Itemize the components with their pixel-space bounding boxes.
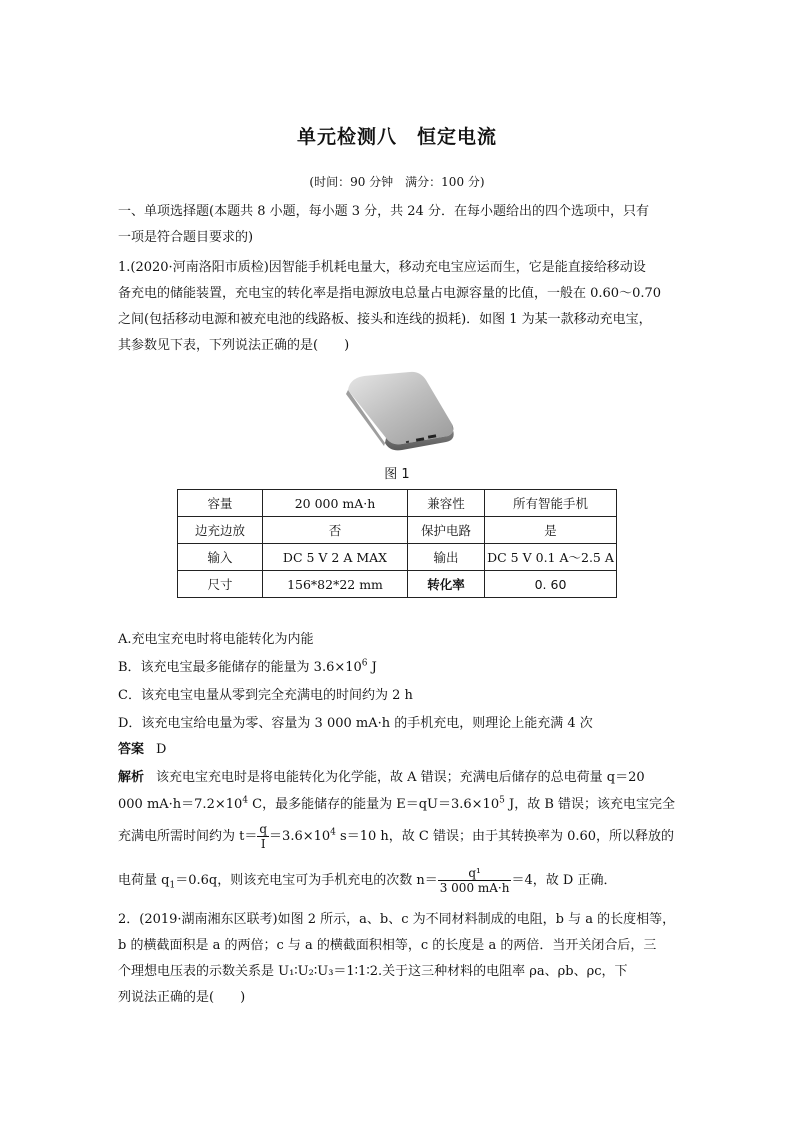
analysis-text: ＝0.6q，则该充电宝可为手机充电的次数 n＝ — [175, 873, 438, 888]
section-heading-line1: 一、单项选择题(本题共 8 小题，每小题 3 分，共 24 分．在每小题给出的四个选项中，只有 — [118, 204, 649, 219]
fraction — [257, 822, 269, 851]
table-row — [178, 544, 617, 571]
table-cell: 兼容性 — [408, 490, 485, 517]
table-cell: 输出 — [408, 544, 485, 571]
analysis-text: s＝10 h，故 C 错误；由于其转换率为 0.60，所以释放的 — [335, 829, 675, 844]
table-cell: DC 5 V 2 A MAX — [263, 544, 408, 571]
analysis-text: 000 mA·h＝7.2×10 — [118, 797, 243, 812]
q1-stem-line3: 之间(包括移动电源和被充电池的线路板、接头和连线的损耗)．如图 1 为某一款移动充电宝， — [118, 312, 652, 327]
table-cell: 保护电路 — [408, 517, 485, 544]
table-cell: 是 — [485, 517, 617, 544]
table-cell: 输入 — [178, 544, 263, 571]
table-cell: 否 — [263, 517, 408, 544]
table-cell: DC 5 V 0.1 A～2.5 A — [485, 544, 617, 571]
q2-stem-line1: 2．(2019·湖南湘东区联考)如图 2 所示，a、b、c 为不同材料制成的电阻，b 与 a 的长度相等， — [118, 912, 676, 927]
analysis-exponent: 4 — [242, 795, 249, 806]
section-heading-line2: 一项是符合题目要求的) — [118, 230, 254, 245]
q2-stem-line3: 个理想电压表的示数关系是 U₁∶U₂∶U₃＝1∶1∶2.关于这三种材料的电阻率 ρa、ρb、ρc，下 — [118, 964, 628, 979]
table-cell: 20 000 mA·h — [263, 490, 408, 517]
q1-option-c: C．该充电宝电量从零到完全充满电的时间约为 2 h — [118, 688, 413, 703]
answer — [118, 738, 166, 757]
fraction — [438, 866, 512, 895]
q1-stem-line1: 1.(2020·河南洛阳市质检)因智能手机耗电量大，移动充电宝应运而生，它是能直接给移动设 — [118, 260, 646, 275]
analysis-label: 解析 — [118, 770, 145, 785]
table-cell: 转化率 — [408, 571, 485, 598]
analysis-line4 — [118, 866, 616, 895]
q1-option-a: A.充电宝充电时将电能转化为内能 — [118, 632, 314, 647]
analysis-line3 — [118, 822, 674, 851]
option-b-exponent: 6 — [361, 658, 368, 669]
option-b-text: B．该充电宝最多能储存的能量为 3.6×10 — [118, 660, 362, 675]
analysis-subscript: 1 — [169, 880, 176, 891]
table-cell: 所有智能手机 — [485, 490, 617, 517]
analysis-text: 该充电宝充电时是将电能转化为化学能，故 A 错误；充满电后储存的总电荷量 q＝20 — [156, 770, 645, 785]
table-row — [178, 517, 617, 544]
analysis-text: ＝3.6×10 — [269, 829, 331, 844]
fraction-denominator: I — [260, 837, 266, 851]
q2-stem-line2: b 的横截面积是 a 的两倍；c 与 a 的横截面积相等，c 的长度是 a 的两倍．当开关闭合后，三 — [118, 938, 657, 953]
analysis-text: J，故 B 错误；该充电宝完全 — [504, 797, 676, 812]
analysis-exponent: 5 — [499, 795, 505, 806]
table-row — [178, 571, 617, 598]
answer-label: 答案 — [118, 742, 145, 757]
fraction-numerator: q¹ — [438, 866, 512, 881]
table-cell: 尺寸 — [178, 571, 263, 598]
q2-stem-line4: 列说法正确的是( ) — [118, 990, 246, 1005]
analysis-line1 — [118, 766, 645, 785]
option-b-unit: J — [367, 660, 377, 675]
analysis-line2 — [118, 793, 675, 812]
fraction-denominator: 3 000 mA·h — [439, 881, 510, 895]
table-cell: 边充边放 — [178, 517, 263, 544]
answer-value: D — [156, 742, 167, 757]
table-cell: 容量 — [178, 490, 263, 517]
figure-caption: 图 1 — [384, 467, 410, 482]
fraction-numerator: q — [259, 822, 268, 836]
analysis-text: C，最多能储存的能量为 E＝qU＝3.6×10 — [248, 797, 500, 812]
q1-stem-line4: 其参数见下表，下列说法正确的是( ) — [118, 338, 350, 353]
table-cell: 156*82*22 mm — [263, 571, 408, 598]
analysis-text: 电荷量 q — [118, 873, 170, 888]
table-row — [178, 490, 617, 517]
analysis-exponent: 4 — [330, 827, 336, 838]
page-title: 单元检测八 恒定电流 — [296, 126, 497, 148]
spec-table — [177, 489, 617, 598]
power-bank-figure — [340, 366, 460, 454]
analysis-text: 充满电所需时间约为 t＝ — [118, 829, 258, 844]
q1-stem-line2: 备充电的储能装置，充电宝的转化率是指电源放电总量占电源容量的比值，一般在 0.60～0.70 — [118, 286, 662, 301]
q1-option-d: D．该充电宝给电量为零、容量为 3 000 mA·h 的手机充电，则理论上能充满 4 次 — [118, 716, 593, 731]
table-cell: 0. 60 — [485, 571, 617, 598]
q1-option-b — [118, 656, 377, 675]
analysis-text: ＝4，故 D 正确． — [511, 873, 617, 888]
exam-info: (时间：90 分钟 满分：100 分) — [309, 175, 485, 189]
